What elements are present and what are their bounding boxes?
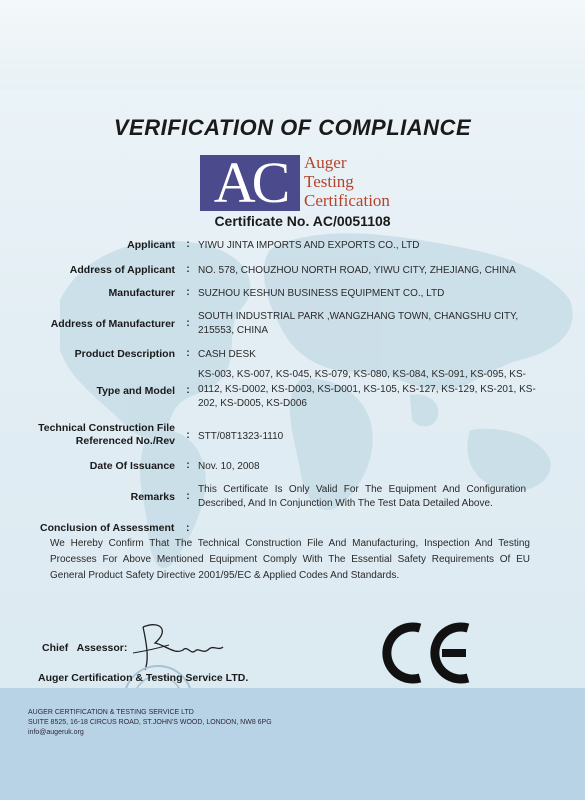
field-label: Applicant: [127, 239, 175, 251]
field-value: NO. 578, CHOUZHOU NORTH ROAD, YIWU CITY, ZHEJIANG, CHINA: [198, 265, 516, 276]
footer-address: [28, 708, 272, 738]
field-value: STT/08T1323-1110: [198, 431, 284, 442]
field-label: Product Description: [74, 348, 175, 360]
field-colon: :: [186, 287, 190, 298]
field-colon: :: [186, 430, 190, 441]
field-colon: :: [186, 239, 190, 250]
field-label: Manufacturer: [108, 287, 175, 299]
field-value: KS-003, KS-007, KS-045, KS-079, KS-080, KS-084, KS-091, KS-095, KS-0112, KS-D002, KS-D003, KS-D001, KS-105, KS-127, KS-129, KS-201, KS-202, KS-D005, KS-D006: [198, 369, 536, 409]
logo-line-2: Testing: [304, 172, 354, 191]
field-label-line-2: Referenced No./Rev: [75, 435, 175, 447]
footer-band: [0, 688, 585, 800]
conclusion-label: Conclusion of Assessment: [40, 522, 175, 534]
footer-line-1: AUGER CERTIFICATION & TESTING SERVICE LTD: [28, 709, 194, 716]
field-label: Address of Manufacturer: [50, 318, 175, 330]
field-label: Type and Model: [96, 385, 175, 397]
ce-mark-icon: [376, 618, 476, 688]
field-value: SUZHOU KESHUN BUSINESS EQUIPMENT CO., LTD: [198, 288, 445, 299]
logo-ac-box: AC: [200, 155, 300, 211]
footer-line-2: SUITE 8525, 16-18 CIRCUS ROAD, ST.JOHN'S WOOD, LONDON, NW8 6PG: [28, 719, 272, 726]
field-colon: :: [186, 491, 190, 502]
company-name: Auger Certification & Testing Service LTD.: [38, 672, 249, 684]
certificate-number: Certificate No. AC/0051108: [214, 213, 391, 229]
field-label: Remarks: [130, 491, 175, 503]
field-label: [38, 422, 175, 448]
conclusion-colon: :: [186, 522, 190, 534]
logo-line-1: Auger: [304, 153, 347, 172]
page-title: VERIFICATION OF COMPLIANCE: [113, 115, 472, 140]
chief-assessor-label: Chief Assessor:: [42, 642, 128, 654]
field-value: SOUTH INDUSTRIAL PARK ,WANGZHANG TOWN, CHANGSHU CITY, 215553, CHINA: [198, 311, 519, 336]
field-label: Date Of Issuance: [89, 460, 175, 472]
field-value: This Certificate Is Only Valid For The Equipment And Configuration Described, And In Conjunction With The Test Data Detailed Above.: [198, 484, 526, 509]
logo-line-3: Certification: [304, 191, 390, 210]
field-value: Nov. 10, 2008: [198, 461, 260, 472]
field-colon: :: [186, 460, 190, 471]
field-value: YIWU JINTA IMPORTS AND EXPORTS CO., LTD: [198, 240, 420, 251]
logo-wordmark: [304, 153, 424, 210]
field-label: Address of Applicant: [69, 264, 175, 276]
field-colon: :: [186, 385, 190, 396]
field-label-line-1: Technical Construction File: [38, 422, 175, 434]
footer-line-3: info@augeruk.org: [28, 729, 84, 736]
field-colon: :: [186, 348, 190, 359]
field-colon: :: [186, 264, 190, 275]
field-colon: :: [186, 318, 190, 329]
auger-logo: [200, 150, 420, 215]
field-value: CASH DESK: [198, 349, 256, 360]
conclusion-text: We Hereby Confirm That The Technical Construction File And Manufacturing, Inspection And Testing Processes For Above Mentioned Equipment Comply With The Essential Safety Requirements Of EU General Product Safety Directive 2001/95/EC & Applied Codes And Standards.: [50, 538, 530, 581]
